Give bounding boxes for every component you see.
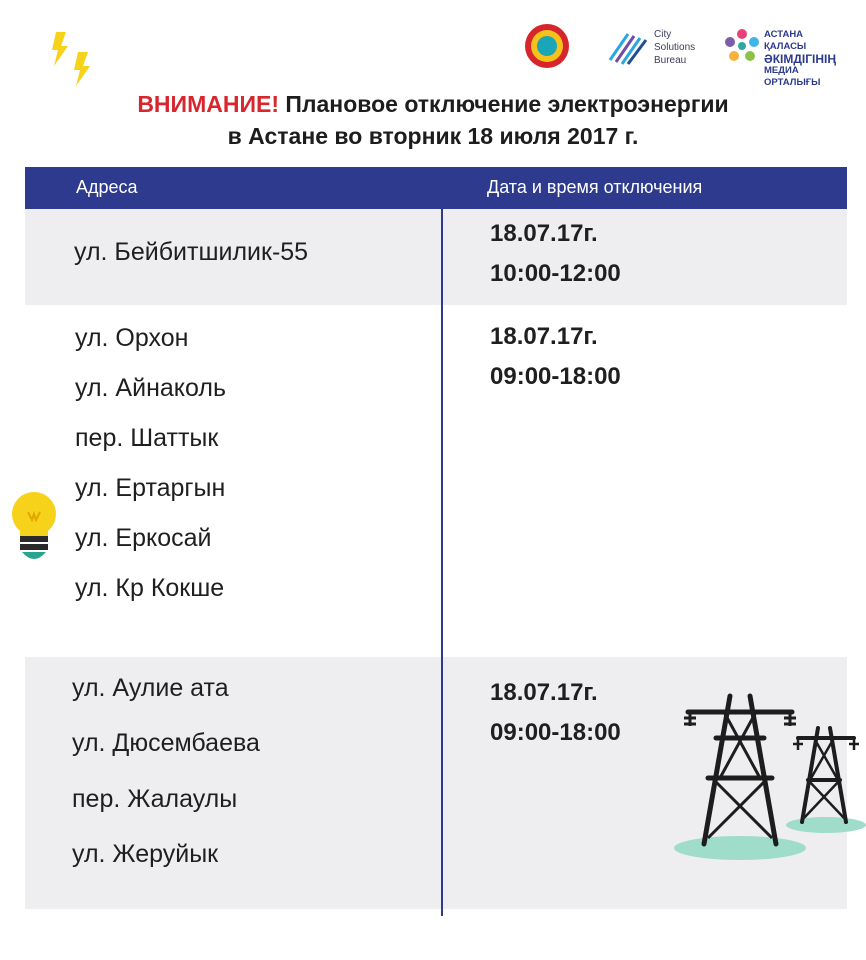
outage-date: 18.07.17г.: [490, 220, 598, 247]
address-item: пер. Шаттык: [75, 424, 219, 452]
csb-line-3: Bureau: [654, 55, 687, 66]
media-line-3: МЕДИА ОРТАЛЫҒЫ: [764, 65, 821, 88]
address-item: ул. Бейбитшилик-55: [74, 238, 309, 266]
address-item: пер. Жалаулы: [72, 785, 238, 813]
outage-time: 09:00-18:00: [490, 719, 621, 746]
page-title: [0, 88, 866, 152]
outage-date: 18.07.17г.: [490, 679, 598, 706]
title-line-1: [0, 88, 866, 120]
light-bulb-icon: [10, 490, 58, 574]
outage-time: 09:00-18:00: [490, 363, 621, 390]
address-item: ул. Айнаколь: [75, 374, 226, 402]
outage-time: 10:00-12:00: [490, 260, 621, 287]
power-tower-icon: [668, 688, 866, 864]
address-item: ул. Аулие ата: [72, 674, 229, 702]
address-item: ул. Жеруйык: [72, 840, 219, 868]
lightning-bolt-icon: [48, 30, 108, 90]
csb-line-1: City: [654, 29, 672, 40]
column-header-address: Адреса: [76, 177, 138, 197]
city-solutions-bureau-logo: [608, 26, 713, 70]
column-header-datetime: Дата и время отключения: [487, 177, 703, 197]
media-line-2: ӘКІМДІГІНІҢ: [764, 52, 837, 66]
address-item: ул. Дюсембаева: [72, 729, 260, 757]
media-center-logo: [722, 24, 847, 88]
address-item: ул. Кр Кокше: [75, 574, 225, 602]
address-item: ул. Орхон: [75, 324, 189, 352]
table-header: [25, 167, 847, 209]
title-warning: ВНИМАНИЕ!: [137, 91, 279, 117]
address-item: ул. Ертаргын: [75, 474, 226, 502]
csb-line-2: Solutions: [654, 42, 696, 53]
title-line-2: в Астане во вторник 18 июля 2017 г.: [227, 123, 639, 149]
column-divider: [441, 209, 443, 916]
address-item: ул. Еркосай: [75, 524, 212, 552]
astana-emblem-logo: [525, 24, 569, 68]
title-rest: Плановое отключение электроэнергии: [278, 91, 729, 117]
outage-date: 18.07.17г.: [490, 323, 598, 350]
media-line-1: АСТАНА ҚАЛАСЫ: [764, 29, 807, 52]
